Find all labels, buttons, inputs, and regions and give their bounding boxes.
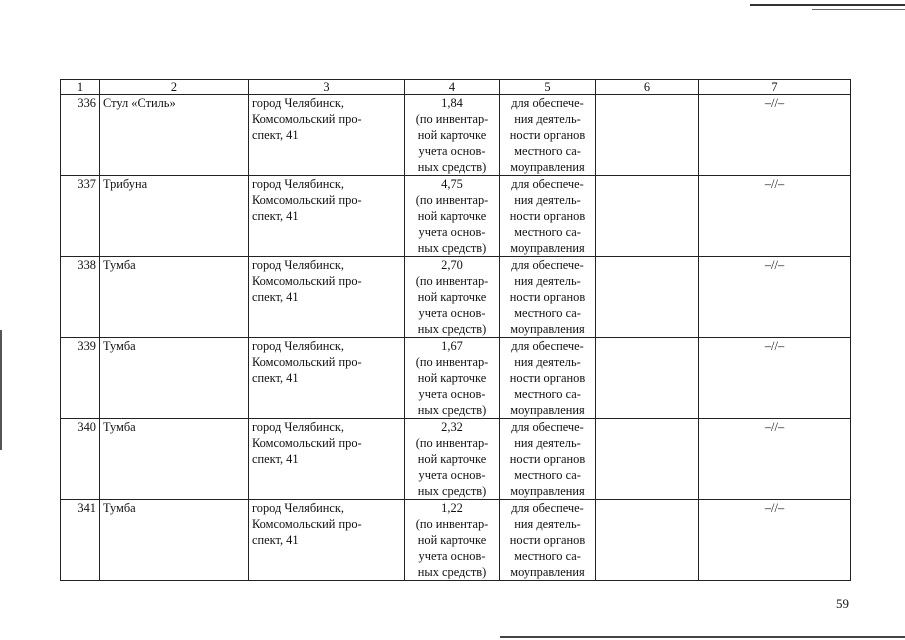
- item-purpose-line: ния деятель-: [514, 112, 581, 126]
- item-purpose-line: местного са-: [514, 549, 581, 563]
- item-value-line: учета основ-: [418, 306, 486, 320]
- item-number: 339: [61, 338, 100, 419]
- column-header-2: 2: [100, 80, 249, 95]
- column-header-3: 3: [249, 80, 405, 95]
- item-note: –//–: [699, 500, 851, 581]
- item-name: Тумба: [100, 257, 249, 338]
- item-address-line: Комсомольский про-: [252, 355, 362, 369]
- table-body: [61, 95, 851, 581]
- item-purpose-line: моуправления: [510, 484, 585, 498]
- item-purpose-line: моуправления: [510, 160, 585, 174]
- table-header-row: [61, 80, 851, 95]
- item-address: [249, 500, 405, 581]
- item-address-line: Комсомольский про-: [252, 193, 362, 207]
- item-number: 336: [61, 95, 100, 176]
- scan-artifact-line: [500, 636, 905, 638]
- item-number: 341: [61, 500, 100, 581]
- item-column-6: [596, 95, 699, 176]
- item-column-6: [596, 500, 699, 581]
- item-name: Тумба: [100, 500, 249, 581]
- item-note: –//–: [699, 419, 851, 500]
- item-purpose-line: ния деятель-: [514, 355, 581, 369]
- item-value: [405, 500, 500, 581]
- item-purpose: [500, 176, 596, 257]
- item-purpose-line: местного са-: [514, 225, 581, 239]
- item-purpose-line: ния деятель-: [514, 517, 581, 531]
- item-address-line: Комсомольский про-: [252, 112, 362, 126]
- item-value-line: ных средств): [417, 241, 487, 255]
- item-value-line: учета основ-: [418, 549, 486, 563]
- item-number: 337: [61, 176, 100, 257]
- item-address-line: город Челябинск,: [252, 177, 345, 191]
- column-header-6: 6: [596, 80, 699, 95]
- inventory-table: [60, 79, 851, 581]
- item-purpose-line: местного са-: [514, 306, 581, 320]
- item-value-line: 1,67: [441, 339, 463, 353]
- item-address-line: спект, 41: [252, 533, 299, 547]
- item-value-line: ных средств): [417, 484, 487, 498]
- item-address-line: Комсомольский про-: [252, 436, 362, 450]
- item-address-line: спект, 41: [252, 452, 299, 466]
- item-purpose-line: местного са-: [514, 144, 581, 158]
- item-value-line: ной карточке: [417, 533, 487, 547]
- item-value-line: ной карточке: [417, 209, 487, 223]
- item-purpose-line: для обеспече-: [511, 258, 584, 272]
- item-value-line: ной карточке: [417, 290, 487, 304]
- item-address: [249, 176, 405, 257]
- table-row: [61, 419, 851, 500]
- item-address-line: город Челябинск,: [252, 339, 345, 353]
- item-purpose-line: для обеспече-: [511, 501, 584, 515]
- item-name: Трибуна: [100, 176, 249, 257]
- item-value: [405, 176, 500, 257]
- item-purpose-line: ности органов: [509, 128, 586, 142]
- item-purpose-line: моуправления: [510, 565, 585, 579]
- item-column-6: [596, 419, 699, 500]
- item-purpose-line: ния деятель-: [514, 436, 581, 450]
- item-value-line: 2,32: [441, 420, 463, 434]
- item-value: [405, 338, 500, 419]
- item-address: [249, 257, 405, 338]
- item-purpose-line: местного са-: [514, 387, 581, 401]
- item-purpose-line: моуправления: [510, 403, 585, 417]
- scan-artifact-line: [0, 330, 2, 450]
- item-purpose: [500, 338, 596, 419]
- item-address-line: спект, 41: [252, 209, 299, 223]
- item-column-6: [596, 338, 699, 419]
- table-row: [61, 176, 851, 257]
- item-note: –//–: [699, 95, 851, 176]
- item-note: –//–: [699, 176, 851, 257]
- item-purpose-line: ния деятель-: [514, 193, 581, 207]
- item-purpose-line: для обеспече-: [511, 177, 584, 191]
- item-purpose-line: ности органов: [509, 533, 586, 547]
- item-value-line: 4,75: [441, 177, 463, 191]
- item-purpose-line: для обеспече-: [511, 96, 584, 110]
- item-purpose: [500, 500, 596, 581]
- item-purpose: [500, 95, 596, 176]
- item-address: [249, 95, 405, 176]
- item-value-line: (по инвентар-: [415, 436, 489, 450]
- item-note: –//–: [699, 338, 851, 419]
- item-name: Тумба: [100, 338, 249, 419]
- item-note: –//–: [699, 257, 851, 338]
- item-value-line: ных средств): [417, 565, 487, 579]
- item-address: [249, 338, 405, 419]
- item-purpose: [500, 419, 596, 500]
- table-row: [61, 338, 851, 419]
- item-column-6: [596, 257, 699, 338]
- item-purpose-line: для обеспече-: [511, 339, 584, 353]
- item-purpose: [500, 257, 596, 338]
- column-header-4: 4: [405, 80, 500, 95]
- item-purpose-line: ности органов: [509, 209, 586, 223]
- item-address-line: город Челябинск,: [252, 420, 345, 434]
- item-purpose-line: для обеспече-: [511, 420, 584, 434]
- item-value-line: ной карточке: [417, 371, 487, 385]
- item-value-line: 1,22: [441, 501, 463, 515]
- item-value-line: ной карточке: [417, 452, 487, 466]
- item-value-line: учета основ-: [418, 144, 486, 158]
- item-value-line: ных средств): [417, 403, 487, 417]
- item-address-line: спект, 41: [252, 290, 299, 304]
- item-value-line: ной карточке: [417, 128, 487, 142]
- item-value-line: ных средств): [417, 160, 487, 174]
- item-name: Тумба: [100, 419, 249, 500]
- item-value: [405, 419, 500, 500]
- item-address-line: город Челябинск,: [252, 96, 345, 110]
- scan-artifact-line: [812, 9, 905, 10]
- item-value-line: (по инвентар-: [415, 274, 489, 288]
- column-header-1: 1: [61, 80, 100, 95]
- item-name: Стул «Стиль»: [100, 95, 249, 176]
- item-purpose-line: ности органов: [509, 452, 586, 466]
- item-purpose-line: ности органов: [509, 290, 586, 304]
- item-address-line: город Челябинск,: [252, 258, 345, 272]
- item-purpose-line: ния деятель-: [514, 274, 581, 288]
- item-address-line: спект, 41: [252, 371, 299, 385]
- column-header-7: 7: [699, 80, 851, 95]
- column-header-5: 5: [500, 80, 596, 95]
- item-value-line: (по инвентар-: [415, 193, 489, 207]
- item-purpose-line: местного са-: [514, 468, 581, 482]
- item-number: 340: [61, 419, 100, 500]
- item-value-line: ных средств): [417, 322, 487, 336]
- item-value-line: учета основ-: [418, 225, 486, 239]
- item-value-line: 2,70: [441, 258, 463, 272]
- item-number: 338: [61, 257, 100, 338]
- table-row: [61, 500, 851, 581]
- item-address-line: спект, 41: [252, 128, 299, 142]
- item-value-line: (по инвентар-: [415, 355, 489, 369]
- table-row: [61, 95, 851, 176]
- scan-artifact-line: [750, 4, 905, 6]
- item-purpose-line: моуправления: [510, 322, 585, 336]
- item-value-line: учета основ-: [418, 468, 486, 482]
- item-column-6: [596, 176, 699, 257]
- item-value-line: учета основ-: [418, 387, 486, 401]
- item-purpose-line: моуправления: [510, 241, 585, 255]
- item-address-line: Комсомольский про-: [252, 517, 362, 531]
- item-value: [405, 257, 500, 338]
- item-value-line: 1,84: [441, 96, 463, 110]
- item-address: [249, 419, 405, 500]
- item-address-line: город Челябинск,: [252, 501, 345, 515]
- item-purpose-line: ности органов: [509, 371, 586, 385]
- table-row: [61, 257, 851, 338]
- page-number: 59: [836, 596, 849, 611]
- item-address-line: Комсомольский про-: [252, 274, 362, 288]
- item-value-line: (по инвентар-: [415, 112, 489, 126]
- item-value: [405, 95, 500, 176]
- item-value-line: (по инвентар-: [415, 517, 489, 531]
